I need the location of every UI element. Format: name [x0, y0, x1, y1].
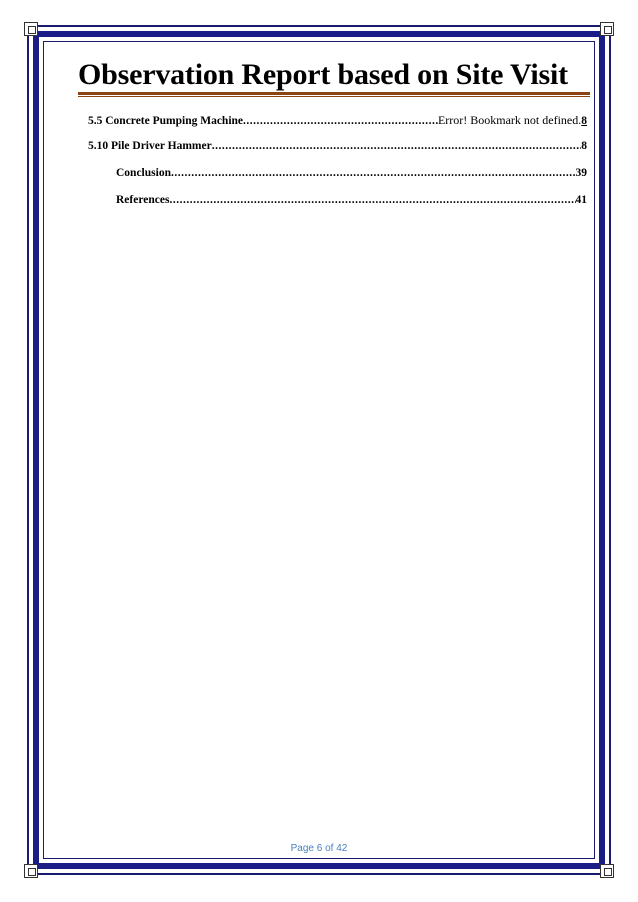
toc-leader-dots	[243, 115, 438, 127]
toc-leader-dots	[171, 167, 576, 179]
toc-leader-dots	[212, 140, 582, 152]
page-footer: Page 6 of 42	[290, 843, 348, 854]
toc-entry-concrete-pumping[interactable]	[88, 113, 587, 128]
page-title: Observation Report based on Site Visit	[78, 58, 568, 91]
toc-entry-pile-driver[interactable]	[88, 140, 587, 152]
toc-entry-references[interactable]	[116, 194, 587, 206]
toc-entry-label: Conclusion	[116, 167, 171, 179]
toc-page-number: 8	[581, 140, 587, 152]
toc-error-note: Error! Bookmark not defined.	[437, 113, 582, 127]
corner-ornament-bottom-right	[600, 864, 614, 878]
title-rule	[78, 92, 590, 95]
toc-entry-label: 5.10 Pile Driver Hammer	[88, 140, 212, 152]
corner-ornament-top-left	[24, 22, 38, 36]
page-border-inner	[43, 41, 595, 859]
corner-ornament-bottom-left	[24, 864, 38, 878]
toc-entry-conclusion[interactable]	[116, 167, 587, 179]
corner-ornament-top-right	[600, 22, 614, 36]
title-rule-thin	[78, 96, 590, 97]
toc-entry-label: References	[116, 194, 170, 206]
toc-page-number: 8	[581, 115, 587, 127]
toc-entry-label: 5.5 Concrete Pumping Machine	[88, 115, 244, 127]
toc-page-number: 39	[575, 167, 587, 179]
toc-leader-dots	[169, 194, 575, 206]
toc-page-number: 41	[575, 194, 587, 206]
